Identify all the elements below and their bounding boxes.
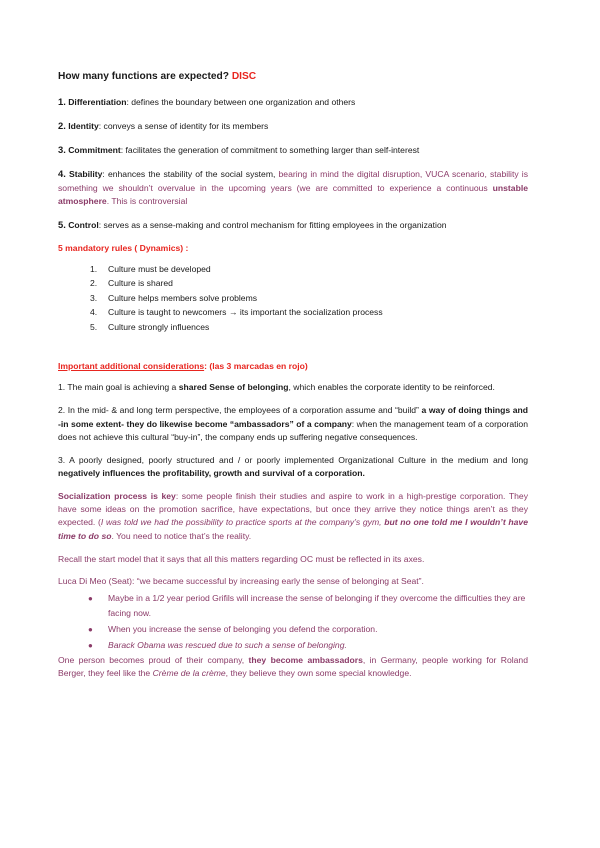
list-item: 2. Culture is shared [90,278,173,289]
important-heading: Important additional considerations: (las 3 marcadas en rojo) [58,361,308,372]
function-control: 5. Control: serves as a sense-making and control mechanism for fitting employees in the organization [58,219,447,231]
ambassadors-paragraph: One person becomes proud of their company, they become ambassadors, in Germany, people working for Roland Berger, they feel like the Crème de la crème, they believe they own some special knowledge. [58,654,528,678]
list-item: 4. Culture is taught to newcomers → its important the socialization process [90,307,383,318]
title-highlight: DISC [231,71,257,82]
document-page [58,70,528,690]
bullet-icon: ● [88,593,93,603]
bullet-icon: ● [88,624,93,634]
rules-title: 5 mandatory rules ( Dynamics) : [58,243,189,254]
consideration-2: 2. In the mid- & and long term perspective, the employees of a corporation assume and “build” a way of doing things and -in some extent- they do likewise become “ambassadors” of a company: when the management team of a corporation does not achieve this cultural “buy-in”, the company ends up suffering negative consequences. [58,405,528,442]
socialization-paragraph: Socialization process is key: some people finish their studies and aspire to work in a high-prestige corporation. They have some ideas on the promotion sacrifice, have expectations, but once they arrive they notice things aren’t as they expected. (I was told we had the possibility to practice sports at the company’s gym, but no one told me I wouldn’t have time to do so. You need to notice that’s the reality. [58,490,528,541]
quote-paragraph: Luca Di Meo (Seat): “we became successful by increasing early the sense of belonging at Seat”. [58,576,424,587]
function-commitment: 3. Commitment: facilitates the generation of commitment to something larger than self-interest [58,144,420,156]
list-item: ● When you increase the sense of belonging you defend the corporation. [108,622,528,637]
list-item: ● Barack Obama was rescued due to such a sense of belonging. [108,638,528,653]
rules-list [58,262,528,335]
quote-bullets [58,591,528,653]
list-item: 3. Culture helps members solve problems [90,292,258,303]
function-identity: 2. Identity: conveys a sense of identity for its members [58,120,269,132]
list-item: ● Maybe in a 1/2 year period Grifils will increase the sense of belonging if they overcome the difficulties they are facing now. [88,592,526,618]
consideration-3: 3. A poorly designed, poorly structured and / or poorly implemented Organizational Culture in the medium and long negatively influences the profitability, growth and survival of a corporation. [58,454,528,478]
function-stability: 4. Stability: enhances the stability of the social system, bearing in mind the digital disruption, VUCA scenario, stability is something we shouldn’t overvalue in the upcoming years (we are committed to experience a continuous unstable atmosphere. This is controversial [58,168,528,207]
recall-paragraph: Recall the start model that it says that all this matters regarding OC must be reflected in its axes. [58,553,425,564]
list-item: 1. Culture must be developed [90,263,211,274]
list-item: 5. Culture strongly influences [90,321,210,332]
consideration-1: 1. The main goal is achieving a shared Sense of belonging, which enables the corporate identity to be reinforced. [58,382,495,393]
function-differentiation: 1. Differentiation: defines the boundary between one organization and others [58,96,356,108]
bullet-icon: ● [88,640,93,650]
page-title: How many functions are expected? DISC [58,71,257,82]
